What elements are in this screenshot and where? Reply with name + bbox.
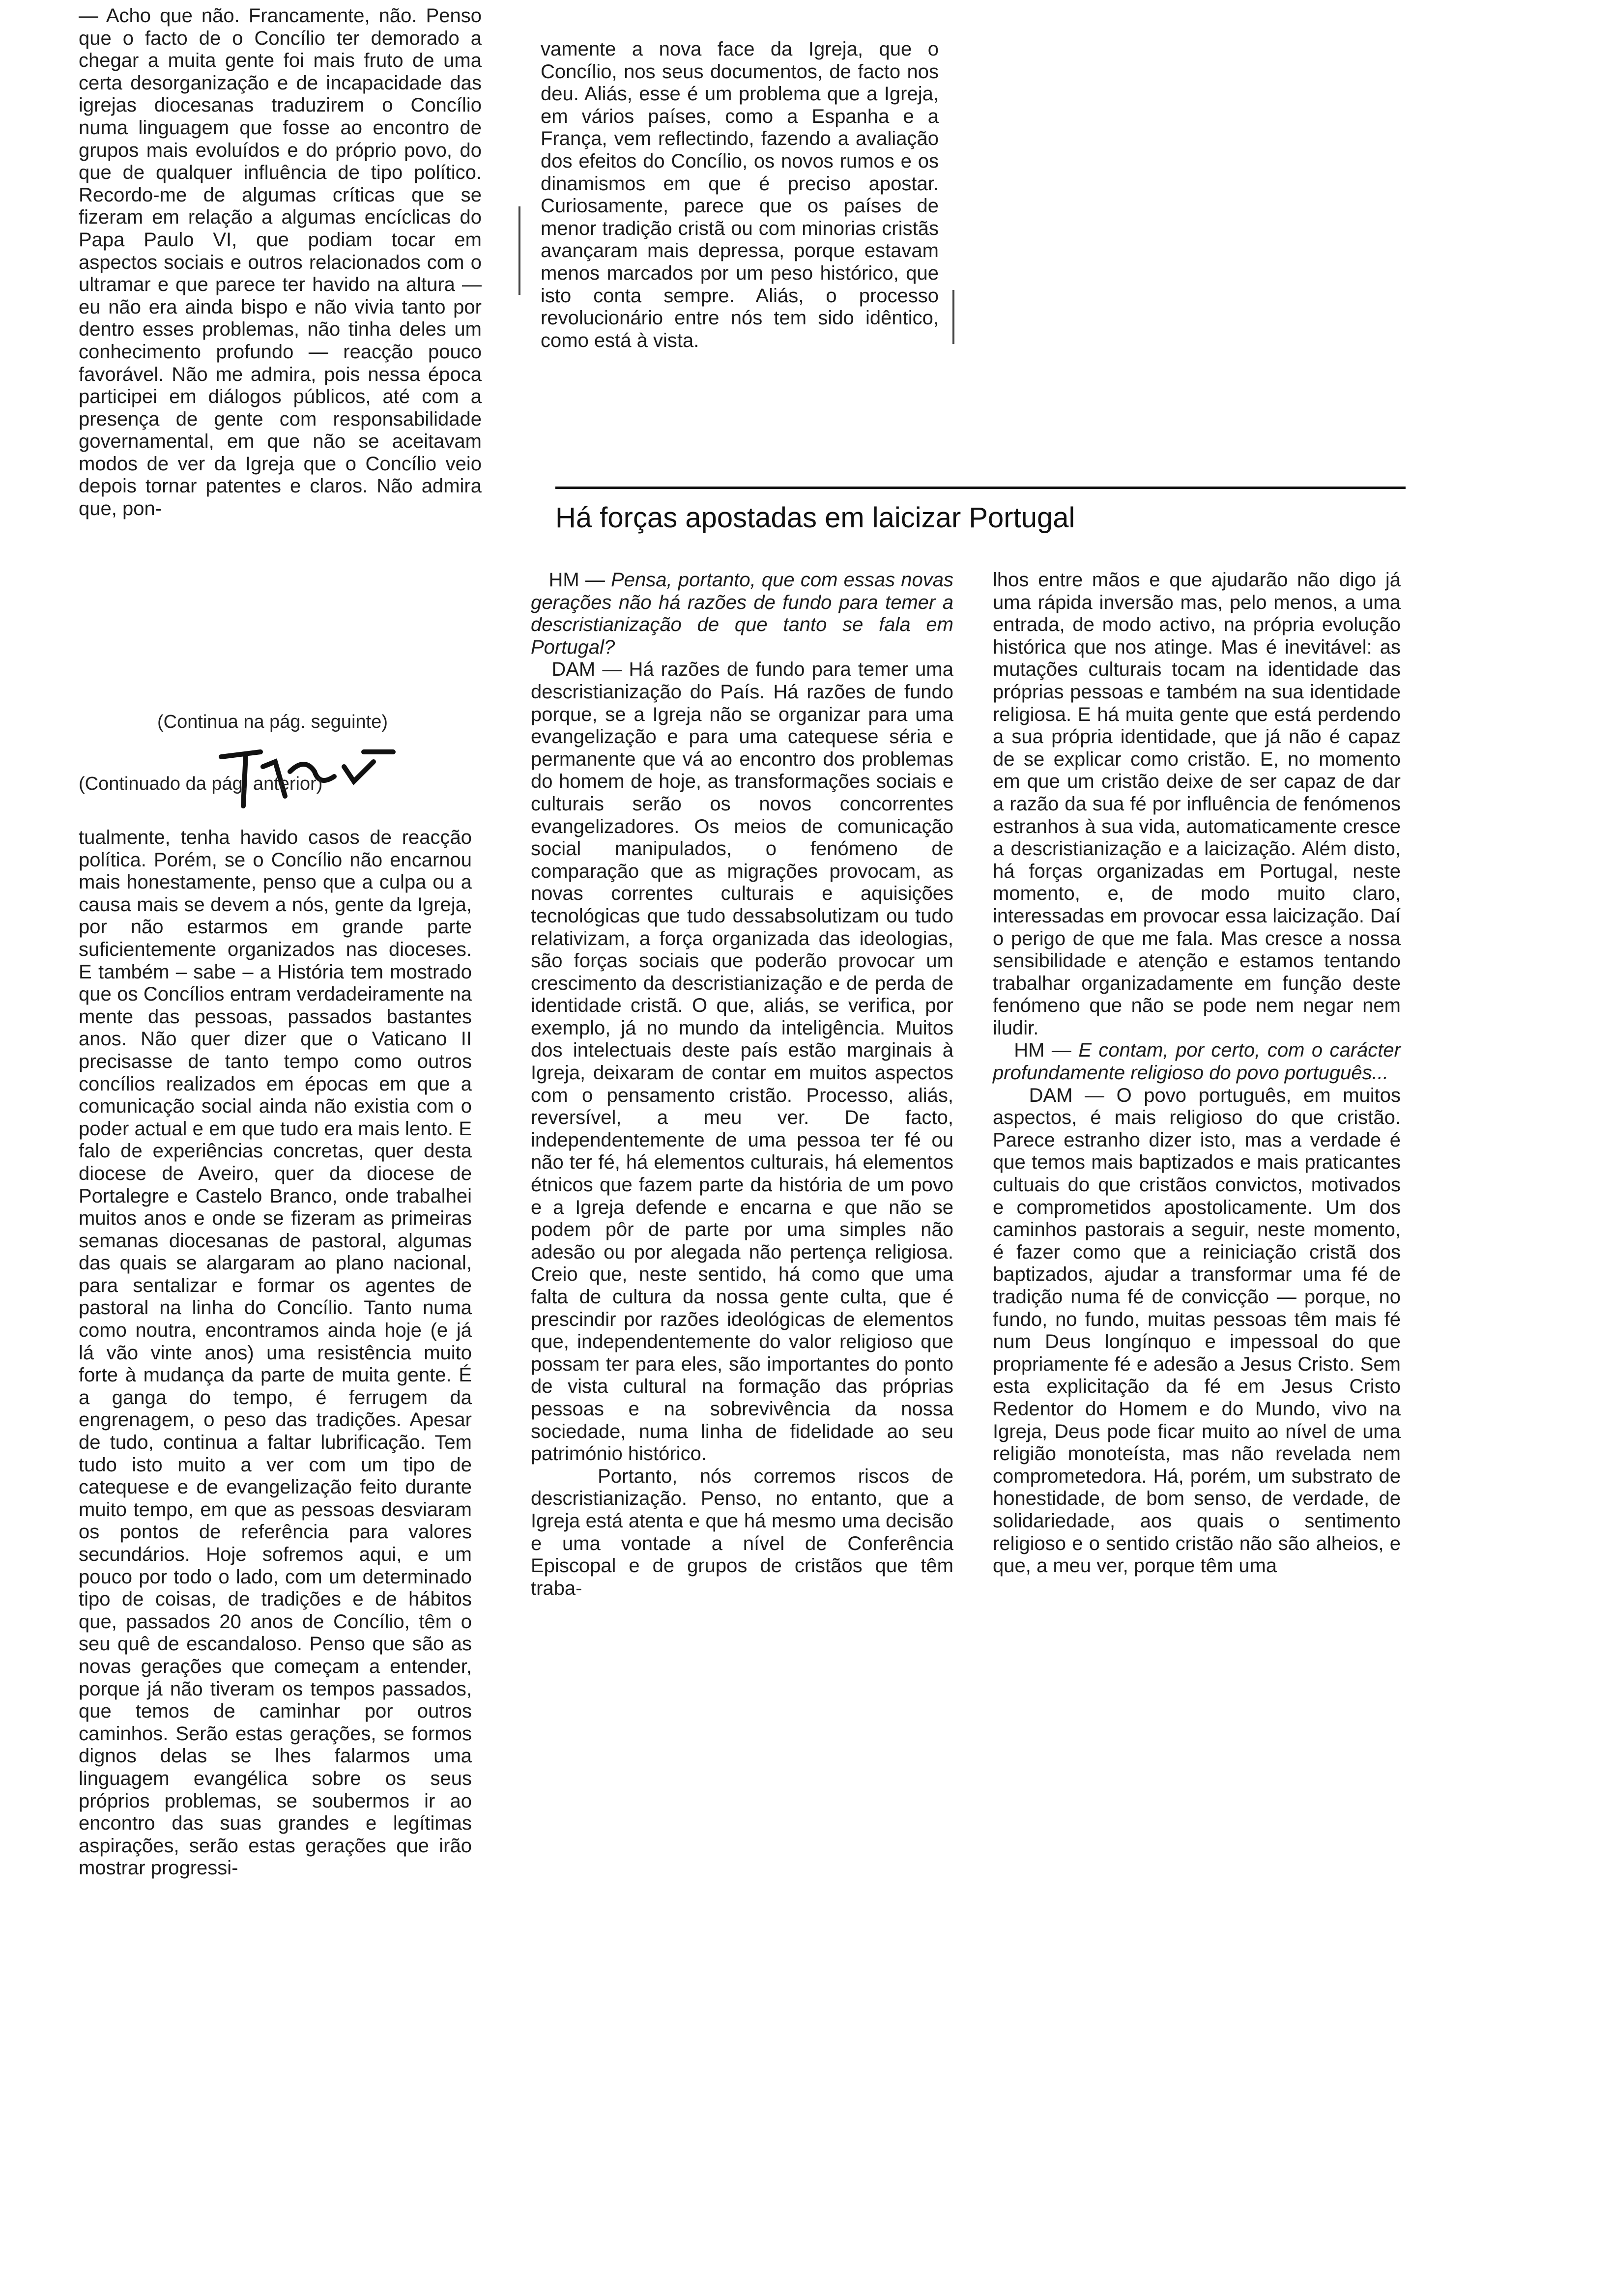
question-1-speaker: HM — [548, 569, 605, 591]
right-paragraph-1: lhos entre mãos e que ajudarão não digo já uma rápida inversão mas, pelo menos, a uma entrada, de modo activo, na própria evolução histórica que nos atinge. Mas é inevitável: as mutações culturais tocam na identidade das próprias pessoas e também na sua identidade religiosa. E há muita gente que está perdendo a sua própria identidade, que já não é capaz de se explicar como cristão. E, no momento em que um cristão deixe de ser capaz de dar a razão da sua fé por influência de fenómenos estranhos à sua vida, automaticamente cresce a descristianização e a laicização. Além disto, há forças organizadas em Portugal, neste momento, e, de modo muito claro, interessadas em provocar essa laicização. Daí o perigo de que me fala. Mas cresce a nossa sensibilidade e atenção e estamos tentando trabalhar organizadamente em função deste fenómeno que não se pode nem negar nem iludir. [993, 569, 1401, 1039]
left-column-bottom [79, 827, 472, 1880]
right-column [993, 569, 1401, 1578]
answer-1-text: Há razões de fundo para temer uma descristianização do País. Há razões de fundo porque, se a Igreja não se organizar para uma evangelização e para uma catequese séria e permanente que vá ao encontro dos problemas do homem de hoje, as transformações sociais e culturais serão os novos concorrentes evangelizadores. Os meios de comunicação social manipulados, o fenómeno de comparação que as migrações provocam, as novas correntes culturais e aquisições tecnológicas que tudo dessabsolutizam ou tudo relativizam, a força organizada das ideologias, são forças sociais que poderão provocar um crescimento da descristianização e de perda de identidade cristã. O que, aliás, se verifica, por exemplo, já no mundo da inteligência. Muitos dos intelectuais deste país estão marginais à Igreja, deixaram de contar em muitos aspectos com o pensamento cristão. Processo, aliás, reversível, a meu ver. De facto, independentemente de uma pessoa ter fé ou não ter fé, há elementos culturais, há elementos étnicos que fazem parte da história de um povo e a Igreja defende e encarna e que não se podem pôr de parte por uma simples não adesão ou por alegada não pertença religiosa. Creio que, neste sentido, há como que uma falta de cultura da nossa gente culta, que é prescindir por razões ideológicas de elementos que, independentemente do valor religioso que possam ter para eles, são importantes do ponto de vista cultural na formação das próprias pessoas e na sobrevivência da nossa sociedade, numa linha de fidelidade ao seu património histórico. [531, 659, 953, 1465]
answer-2-speaker: DAM — [1029, 1084, 1105, 1106]
answer-2-text: O povo português, em muitos aspectos, é mais religioso do que cristão. Parece estranho dizer isto, mas a verdade é que temos mais baptizados e mais praticantes cultuais do que cristãos convictos, motivados e comprometidos apostolicamente. Um dos caminhos pastorais a seguir, neste momento, é fazer como que a reiniciação cristã dos baptizados, ajudar a transformar uma fé de tradição numa fé de convicção — porque, no fundo, no fundo, muitas pessoas têm mais fé num Deus longínquo e impessoal do que propriamente fé e adesão a Jesus Cristo. Sem esta explicitação da fé em Jesus Cristo Redentor do Homem e do Mundo, vivo na Igreja, Deus pode ficar muito ao nível de uma religião monoteísta, mas não revelada nem comprometedora. Há, porém, um substrato de honestidade, de bom senso, de verdade, de solidariedade, aos quais o sentimento religioso e o sentido cristão não são alheios, e que, a meu ver, porque têm uma [993, 1084, 1401, 1577]
question-1 [531, 569, 953, 659]
answer-1-speaker: DAM — [551, 659, 622, 681]
continued-from-previous-page-note: (Continuado da pág. anterior) [79, 774, 323, 794]
left-column-top [79, 5, 482, 520]
center-closing-paragraph: Portanto, nós corremos riscos de descristianização. Penso, no entanto, que a Igreja está atenta e que há mesmo uma decisão e uma vontade a nível de Conferência Episcopal e de grupos de cristãos que têm traba- [531, 1465, 953, 1599]
answer-1 [531, 659, 953, 1465]
middle-top-paragraph: vamente a nova face da Igreja, que o Concílio, nos seus documentos, de facto nos deu. Aliás, esse é um problema que a Igreja, em vários países, como a Espanha e a França, vem reflectindo, fazendo a avaliação dos efeitos do Concílio, os novos rumos e os dinamismos em que é preciso apostar. Curiosamente, parece que os países de menor tradição cristã ou com minorias cristãs avançaram mais depressa, porque estavam menos marcados por um peso histórico, que isto conta sempre. Aliás, o processo revolucionário entre nós tem sido idêntico, como está à vista. [541, 38, 939, 351]
answer-2 [993, 1085, 1401, 1578]
section-heading: Há forças apostadas em laicizar Portugal [555, 502, 1075, 534]
continued-next-page-note: (Continua na pág. seguinte) [157, 712, 388, 732]
question-2-text: E contam, por certo, com o carácter profundamente religioso do povo português... [993, 1039, 1401, 1084]
question-1-text: Pensa, portanto, que com essas novas gerações não há razões de fundo para temer a descristianização de que tanto se fala em Portugal? [531, 569, 953, 658]
question-2 [993, 1039, 1401, 1084]
margin-bracket [518, 206, 520, 295]
left-top-paragraph: — Acho que não. Francamente, não. Penso que o facto de o Concílio ter demorado a chegar a muita gente foi mais fruto de uma certa desorganização e de incapacidade das igrejas diocesanas traduzirem o Concílio numa linguagem que fosse ao encontro de grupos mais evoluídos e do próprio povo, do que de qualquer influência de tipo político. Recordo-me de algumas críticas que se fizeram em relação a algumas encíclicas do Papa Paulo VI, que podiam tocar em aspectos sociais e outros relacionados com o ultramar e que parece ter havido na altura — eu não era ainda bispo e não vivia tanto por dentro esses problemas, não tinha deles um conhecimento profundo — reacção pouco favorável. Não me admira, pois nessa época participei em diálogos públicos, até com a presença de gente com responsabilidade governamental, em que não se aceitavam modos de ver da Igreja que o Concílio veio depois tornar patentes e claros. Não admira que, pon- [79, 5, 482, 520]
center-column [531, 569, 953, 1600]
section-rule [555, 487, 1406, 489]
margin-bracket-right [952, 290, 954, 344]
middle-column-top [541, 38, 939, 352]
question-2-speaker: HM — [1014, 1039, 1071, 1062]
left-bottom-paragraph: tualmente, tenha havido casos de reacção política. Porém, se o Concílio não encarnou mais honestamente, penso que a culpa ou a causa mais se devem a nós, gente da Igreja, por não estarmos em grande parte suficientemente organizados nas dioceses. E também – sabe – a História tem mostrado que os Concílios entram verdadeiramente na mente das pessoas, passados bastantes anos. Não quer dizer que o Vaticano II precisasse de tanto tempo como outros concílios realizados em épocas em que a comunicação social ainda não existia com o poder actual e em que tudo era mais lento. E falo de experiências concretas, quer desta diocese de Aveiro, quer da diocese de Portalegre e Castelo Branco, onde trabalhei muitos anos e onde se fizeram as primeiras semanas diocesanas de pastoral, algumas das quais se alargaram ao plano nacional, para sentalizar e formar os agentes de pastoral na linha do Concílio. Tanto numa como noutra, encontramos ainda hoje (e já lá vão vinte anos) uma resistência muito forte à mudança da parte de muita gente. É a ganga do tempo, é ferrugem da engrenagem, o peso das tradições. Apesar de tudo, continua a faltar lubrificação. Tem tudo isto muito a ver com um tipo de catequese e de evangelização feito durante muito tempo, em que as pessoas desviaram os pontos de referência para valores secundários. Hoje sofremos aqui, e um pouco por todo o lado, com um determinado tipo de coisas, de tradições e de hábitos que, passados 20 anos de Concílio, têm o seu quê de escandaloso. Penso que são as novas gerações que começam a entender, porque já não tiveram os tempos passados, que temos de caminhar por outros caminhos. Serão estas gerações, se formos dignos delas se lhes falarmos uma linguagem evangélica sobre os seus próprios problemas, se soubermos ir ao encontro das suas grandes e legítimas aspirações, serão estas gerações que irão mostrar progressi- [79, 827, 472, 1879]
